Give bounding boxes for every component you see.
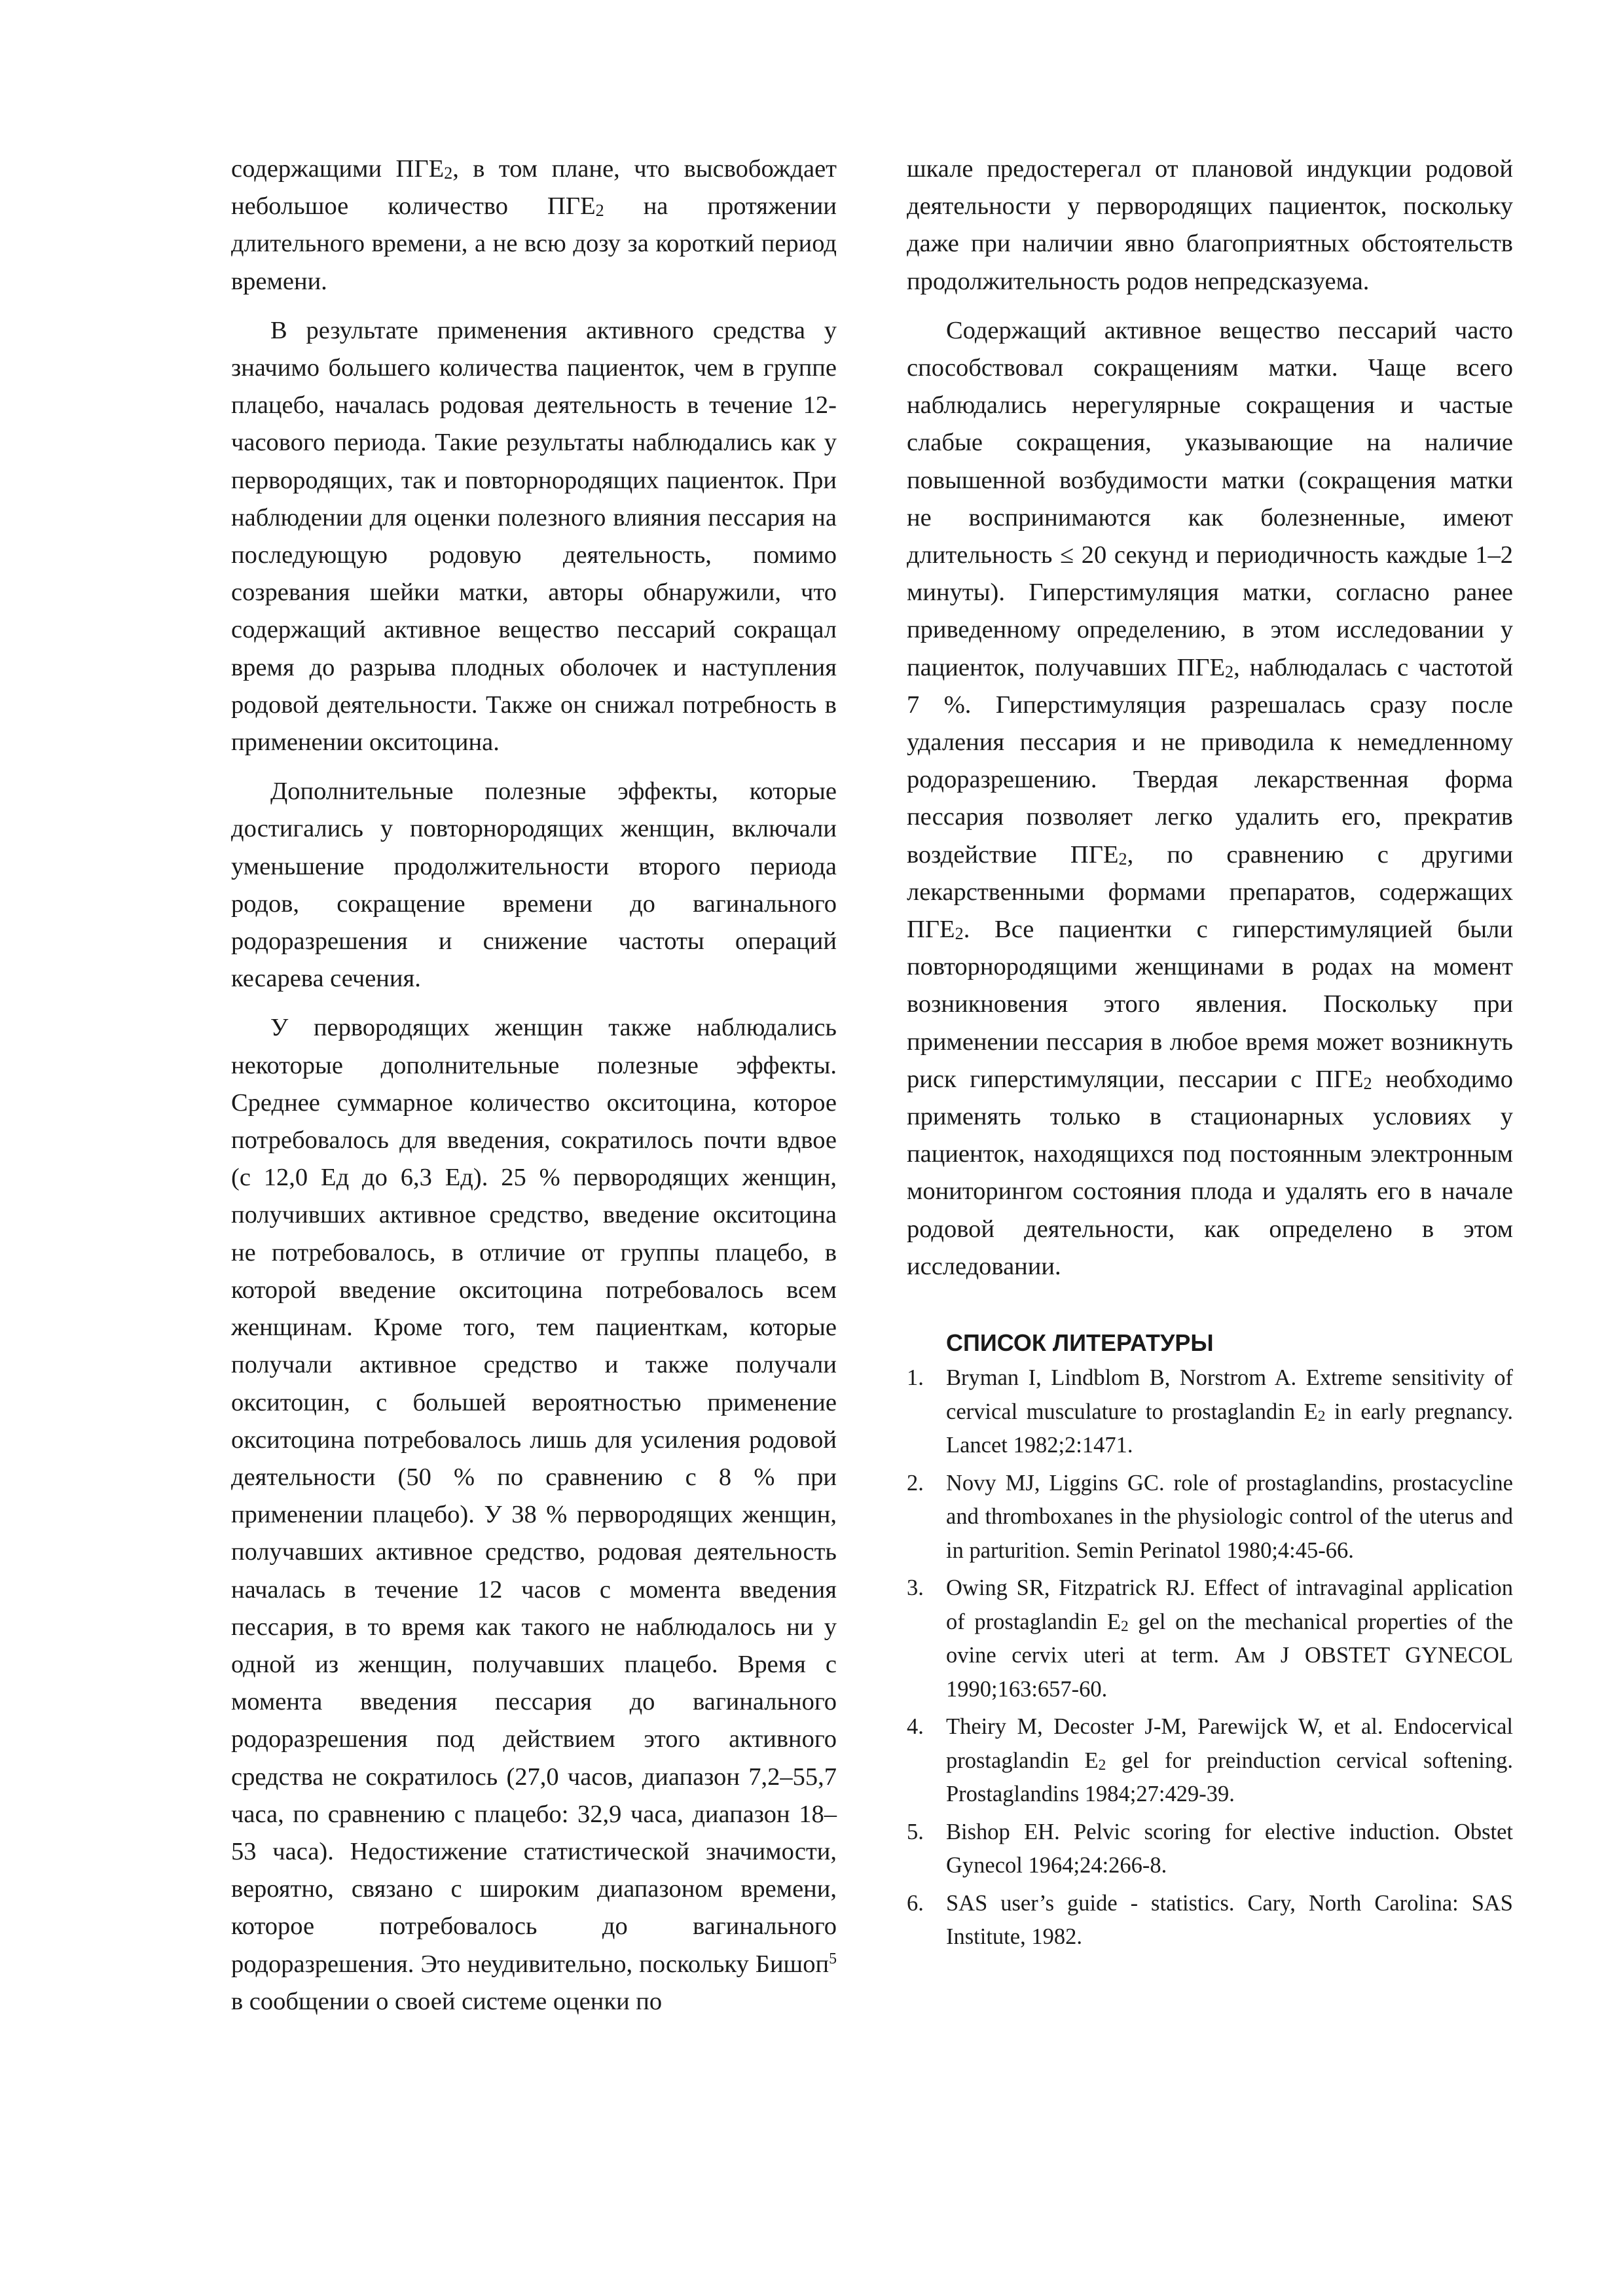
paragraph-continuation	[231, 151, 837, 300]
references-list	[907, 1361, 1513, 1954]
subscript: 2	[955, 924, 964, 944]
text-segment: . Все пациентки с гиперстимуляцией были повторнородящими женщинами в родах на момент возникновения этого явления. Поскольку при применении пессария в любое время может возникнуть риск гиперстимуляции, пессарии с ПГЕ	[907, 916, 1513, 1093]
reference-number: 6.	[907, 1890, 924, 1916]
reference-item	[907, 1467, 1513, 1568]
reference-text: Bryman I, Lindblom B, Norstrom A. Extreme sensitivity of cervical musculature to prostaglandin E	[946, 1365, 1513, 1424]
reference-text: in early pregnancy. Lancet 1982;2:1471.	[946, 1399, 1513, 1458]
reference-number: 4.	[907, 1714, 924, 1740]
reference-text: gel on the mechanical properties of the ovine cervix uteri at term. Ам J OBSTET GYNECOL 1990;163:657-60.	[946, 1609, 1514, 1702]
reference-item	[907, 1887, 1513, 1954]
reference-text: Owing SR, Fitzpatrick RJ. Effect of intravaginal application of prostaglandin E	[946, 1575, 1513, 1634]
right-column	[907, 151, 1513, 1958]
subscript: 2	[444, 164, 453, 183]
reference-text: Bishop EH. Pelvic scoring for elective induction. Obstet Gynecol 1964;24:266-8.	[946, 1819, 1513, 1878]
reference-text: SAS user’s guide - statistics. Cary, North Carolina: SAS Institute, 1982.	[946, 1890, 1513, 1950]
reference-number: 1.	[907, 1365, 924, 1391]
subscript: 2	[595, 201, 604, 221]
text-segment: необходимо применять только в стационарных условиях у пациенток, находящихся под постоянным электронным мониторингом состояния плода и удалять его в начале родовой деятельности, как определено в этом исследовании.	[907, 1065, 1513, 1280]
reference-text: Novy MJ, Liggins GC. role of prostaglandins, prostacycline and thromboxanes in the physiologic control of the uterus and in parturition. Semin Perinatol 1980;4:45-66.	[946, 1470, 1513, 1563]
text-segment: в сообщении о своей системе оценки по	[231, 1987, 663, 2015]
subscript: 2	[1118, 849, 1127, 869]
text-segment: , наблюдалась с частотой 7 %. Гиперстимуляция разрешалась сразу после удаления пессария и не приводила к немедленному родоразрешению. Твердая лекарственная форма пессария позволяет легко удалить его, прекратив воздействие ПГЕ	[907, 653, 1513, 869]
paragraph-hyperstimulation	[907, 312, 1513, 1285]
reference-item	[907, 1361, 1513, 1463]
reference-text: gel for preinduction cervical softening. Prostaglandins 1984;27:429-39.	[946, 1748, 1513, 1807]
reference-item	[907, 1710, 1513, 1812]
reference-item	[907, 1571, 1513, 1706]
paragraph-continuation: шкале предостерегал от плановой индукции родовой деятельности у первородящих пациенток, поскольку даже при наличии явно благоприятных обстоятельств продолжительность родов непредсказуема.	[907, 155, 1513, 295]
text-segment: Содержащий активное вещество пессарий часто способствовал сокращениям матки. Чаще всего наблюдались нерегулярные сокращения и частые слабые сокращения, указывающие на наличие повышенной возбудимости матки (сокращения матки не воспринимаются как болезненные, имеют длительность ≤ 20 секунд и периодичность каждые 1–2 минуты). Гиперстимуляция матки, согласно ранее приведенному определению, в этом исследовании у пациенток, получавших ПГЕ	[907, 316, 1513, 681]
citation-superscript: 5	[829, 1950, 837, 1967]
reference-number: 5.	[907, 1819, 924, 1844]
reference-text: Theiry M, Decoster J-M, Parewijck W, et al. Endocervical prostaglandin E	[946, 1714, 1513, 1773]
subscript: 2	[1317, 1407, 1326, 1425]
paragraph-nulliparous-effects	[231, 1009, 837, 2020]
text-segment: У первородящих женщин также наблюдались некоторые дополнительные полезные эффекты. Среднее суммарное количество окситоцина, которое потребовалось для введения, сократилось почти вдвое (с 12,0 Ед до 6,3 Ед). 25 % первородящих женщин, получивших активное средство, введение окситоцина не потребовалось, в отличие от группы плацебо, в которой введение окситоцина потребовалось всем женщинам. Кроме того, тем пациенткам, которые получали активное средство и также получали окситоцин, с большей вероятностью применение окситоцина потребовалось лишь для усиления родовой деятельности (50 % по сравнению с 8 % при применении плацебо). У 38 % первородящих женщин, получавших активное средство, родовая деятельность началась в течение 12 часов с момента введения пессария, в то время как такого не наблюдалось ни у одной из женщин, получавших плацебо. Время с момента введения пессария до вагинального родоразрешения под действием этого активного средства не сократилось (27,0 часов, диапазон 7,2–55,7 часа, по сравнению с плацебо: 32,9 часа, диапазон 18–53 часа). Недостижение статистической значимости, вероятно, связано с широким диапазоном времени, которое потребовалось до вагинального родоразрешения. Это неудивительно, поскольку Бишоп	[231, 1014, 837, 1978]
text-segment: содержащими ПГЕ	[231, 155, 445, 183]
text-segment: , в том плане, что высвобождает небольшое количество ПГЕ	[231, 155, 837, 221]
subscript: 2	[1120, 1617, 1129, 1635]
paragraph-results: В результате применения активного средства у значимо большего количества пациенток, чем в группе плацебо, началась родовая деятельность в течение 12-часового периода. Такие результаты наблюдались как у первородящих, так и повторнородящих пациенток. При наблюдении для оценки полезного влияния пессария на последующую родовую деятельность, помимо созревания шейки матки, авторы обнаружили, что содержащий активное вещество пессарий сокращал время до разрыва плодных оболочек и наступления родовой деятельности. Также он снижал потребность в применении окситоцина.	[231, 316, 837, 757]
text-segment: на протяжении длительного времени, а не всю дозу за короткий период времени.	[231, 192, 837, 295]
reference-number: 2.	[907, 1470, 924, 1496]
subscript: 2	[1225, 662, 1234, 681]
reference-number: 3.	[907, 1575, 924, 1601]
left-column	[231, 151, 837, 2020]
text-segment: , по сравнению с другими лекарственными формами препаратов, содержащих ПГЕ	[907, 840, 1513, 944]
subscript: 2	[1098, 1756, 1106, 1774]
subscript: 2	[1363, 1074, 1372, 1094]
paragraph-multiparous-effects: Дополнительные полезные эффекты, которые достигались у повторнородящих женщин, включали уменьшение продолжительности второго периода родов, сокращение времени до вагинального родоразрешения и снижение частоты операций кесарева сечения.	[231, 778, 837, 993]
reference-item	[907, 1816, 1513, 1883]
references-heading: СПИСОК ЛИТЕРАТУРЫ	[946, 1329, 1214, 1357]
